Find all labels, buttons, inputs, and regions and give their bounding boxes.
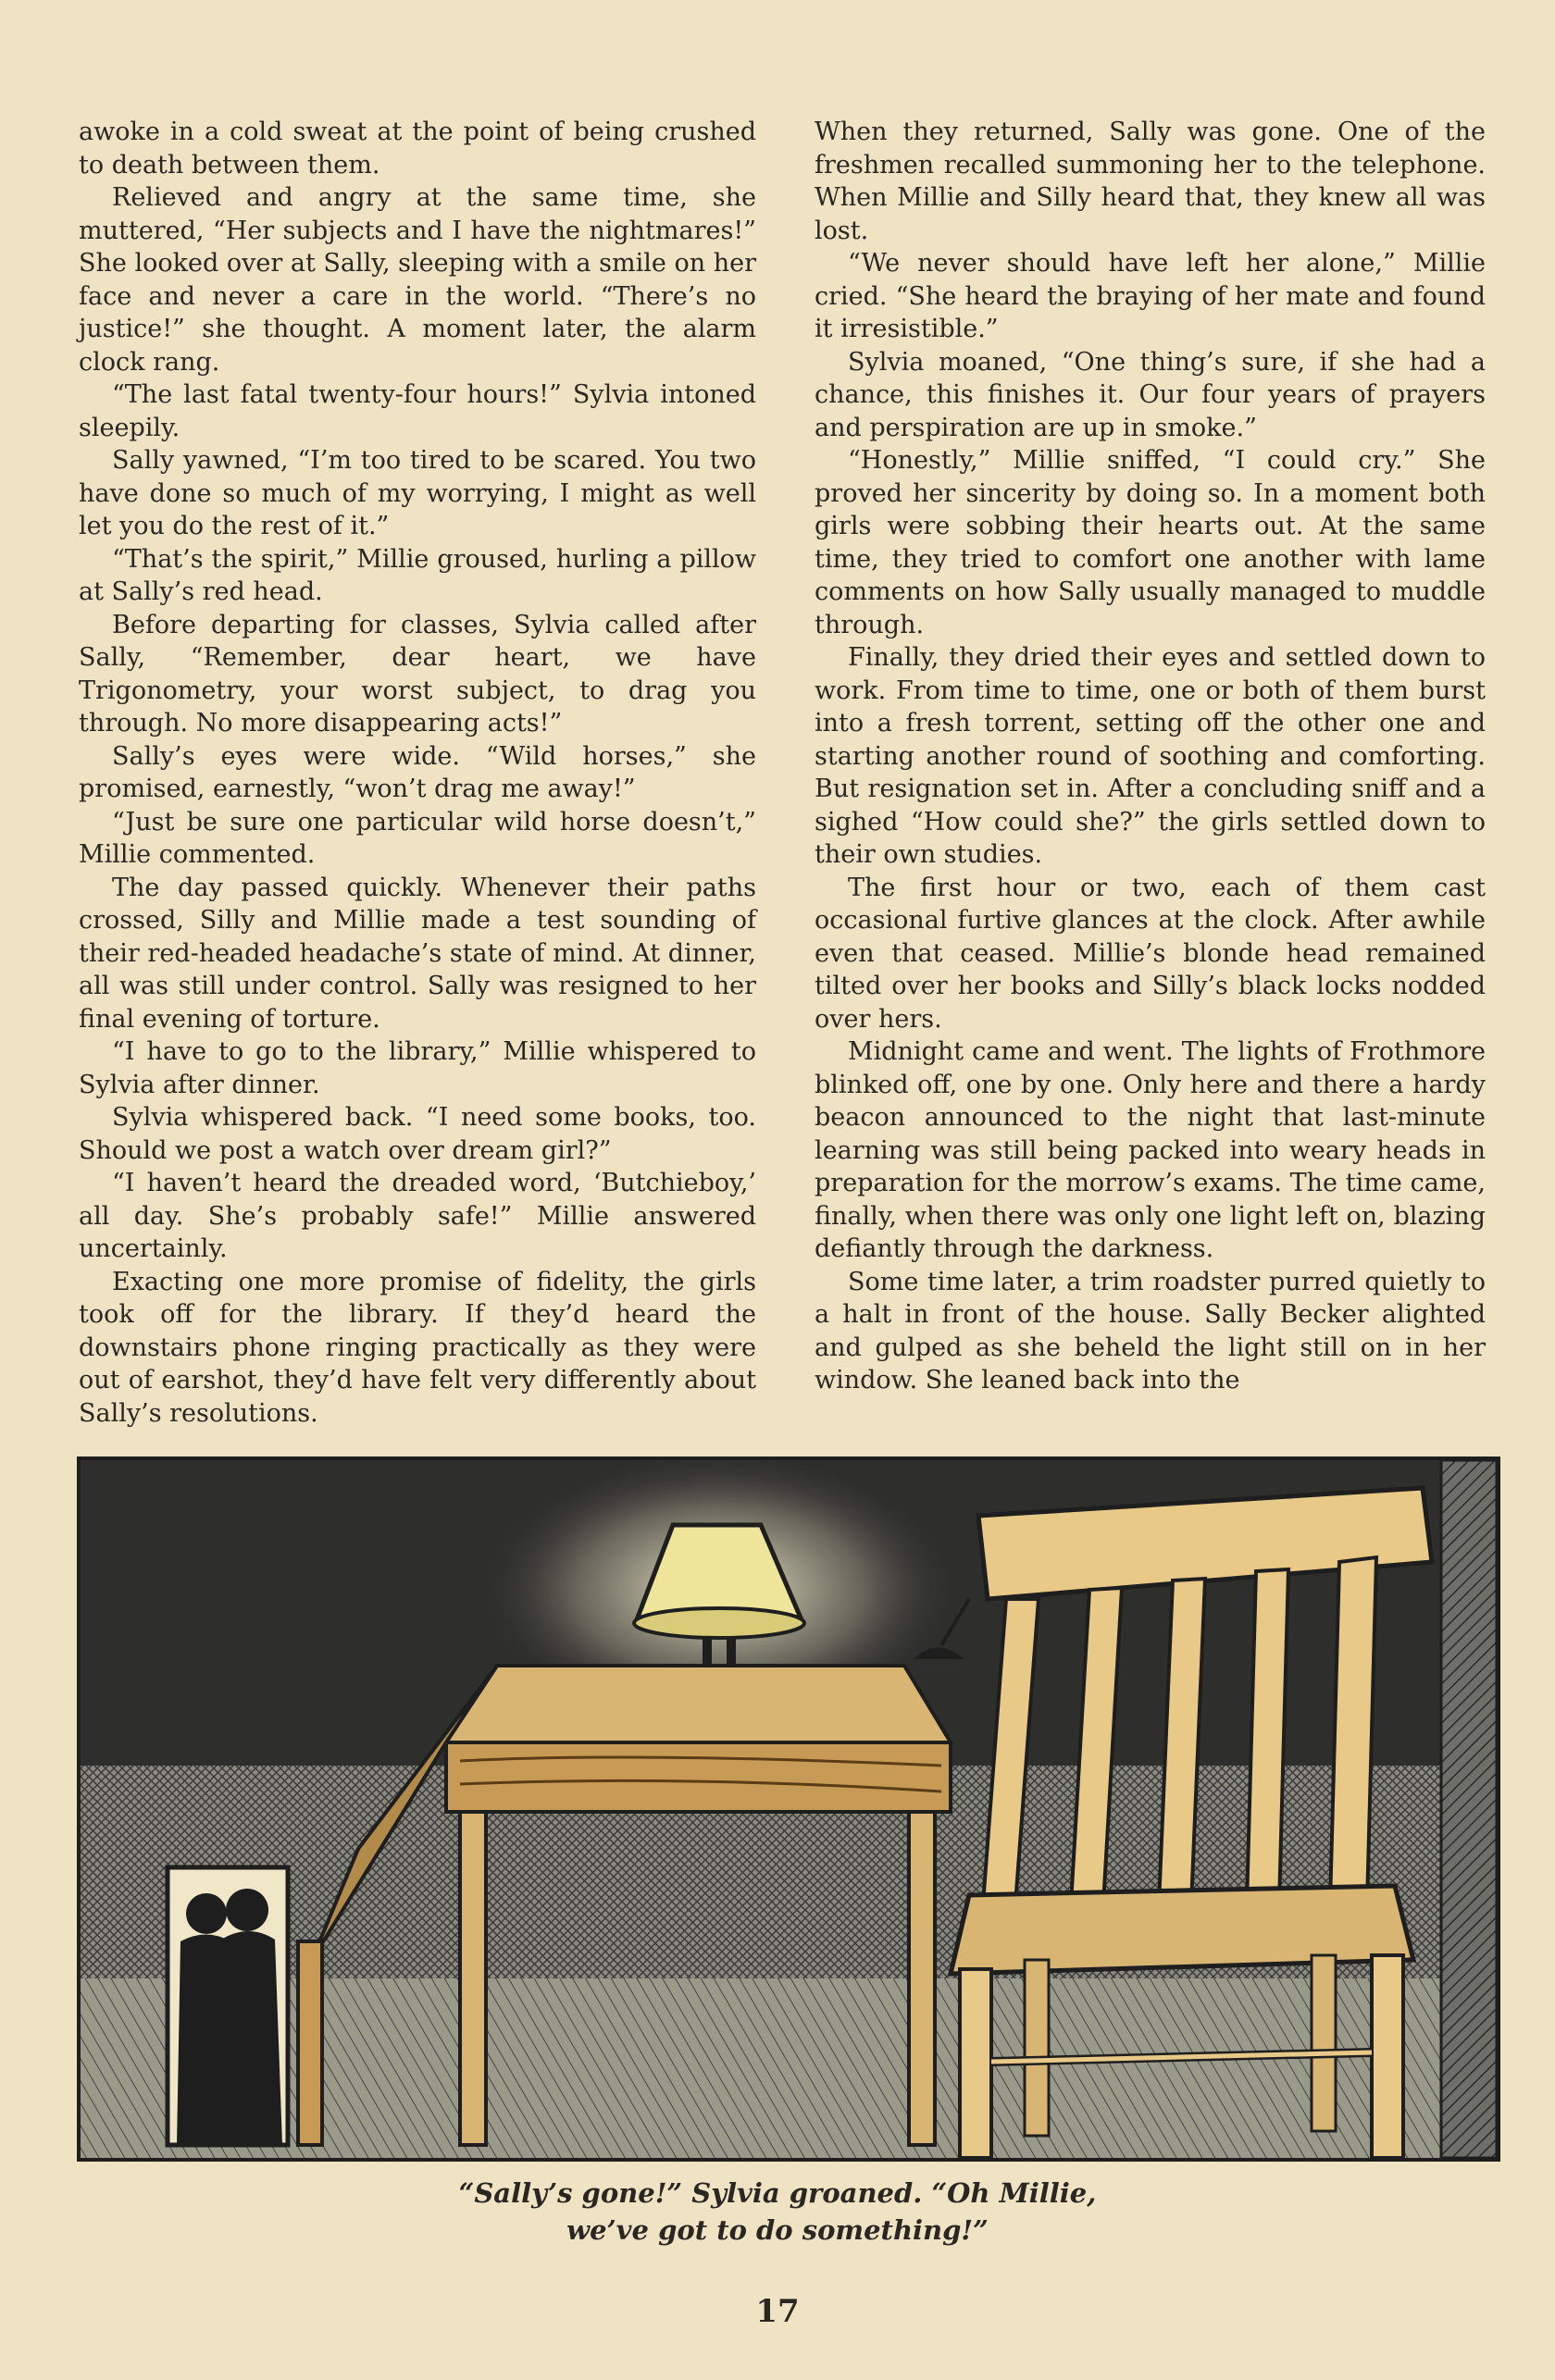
- paragraph: “The last fatal twenty-four hours!” Sylvia intoned sleepily.: [79, 380, 756, 442]
- illustration-caption: [0, 2175, 1555, 2249]
- paragraph: Relieved and angry at the same time, she muttered, “Her subjects and I have the nightmares!” She looked over at Sally, sleeping with a smile on her face and never a care in the world. “There’s no justice!” she thought. A moment later, the alarm clock rang.: [79, 183, 756, 377]
- paragraph: “That’s the spirit,” Millie groused, hurling a pillow at Sally’s red head.: [79, 544, 756, 606]
- paragraph: Sylvia moaned, “One thing’s sure, if she had a chance, this finishes it. Our four years of prayers and perspiration are up in smoke.”: [815, 347, 1486, 442]
- page-number: 17: [755, 2293, 800, 2330]
- paragraph: Sally yawned, “I’m too tired to be scared. You two have done so much of my worrying, I might as well let you do the rest of it.”: [79, 446, 756, 540]
- paragraph: The day passed quickly. Whenever their paths crossed, Silly and Millie made a test sounding of their red-headed headache’s state of mind. At dinner, all was still under control. Sally was resigned to her final evening of torture.: [79, 873, 756, 1034]
- paragraph: awoke in a cold sweat at the point of being crushed to death between them.: [79, 118, 756, 180]
- caption-line-2: we’ve got to do something!”: [566, 2214, 989, 2246]
- paragraph: Midnight came and went. The lights of Frothmore blinked off, one by one. Only here and there a hardy beacon announced to the night that last-minute learning was still being packed into weary heads in preparation for the morrow’s exams. The time came, finally, when there was only one light left on, blazing defiantly through the darkness.: [815, 1037, 1486, 1263]
- left-text-column: [79, 116, 756, 1430]
- right-text-column: [815, 116, 1486, 1397]
- paragraph: Before departing for classes, Sylvia called after Sally, “Remember, dear heart, we have Trigonometry, your worst subject, to drag you through. No more disappearing acts!”: [79, 610, 756, 738]
- paragraph: “We never should have left her alone,” Millie cried. “She heard the braying of her mate and found it irresistible.”: [815, 249, 1486, 343]
- paragraph: “Honestly,” Millie sniffed, “I could cry.” She proved her sincerity by doing so. In a moment both girls were sobbing their hearts out. At the same time, they tried to comfort one another with lame comments on how Sally usually managed to muddle through.: [815, 446, 1486, 639]
- paragraph: Sally’s eyes were wide. “Wild horses,” she promised, earnestly, “won’t drag me away!”: [79, 741, 756, 803]
- window-curtain: [1441, 1460, 1497, 2158]
- paragraph: When they returned, Sally was gone. One of the freshmen recalled summoning her to the telephone. When Millie and Silly heard that, they knew all was lost.: [815, 118, 1486, 245]
- paragraph: Finally, they dried their eyes and settled down to work. From time to time, one or both of them burst into a fresh torrent, setting off the other one and starting another round of soothing and comforting. But resignation set in. After a concluding sniff and a sighed “How could she?” the girls settled down to their own studies.: [815, 643, 1486, 869]
- paragraph: Some time later, a trim roadster purred quietly to a halt in front of the house. Sally Becker alighted and gulped as she beheld the light still on in her window. She leaned back into the: [815, 1267, 1486, 1395]
- caption-line-1: “Sally’s gone!” Sylvia groaned. “Oh Millie,: [458, 2177, 1097, 2209]
- paragraph: Sylvia whispered back. “I need some books, too. Should we post a watch over dream girl?”: [79, 1103, 756, 1165]
- paragraph: The first hour or two, each of them cast occasional furtive glances at the clock. After awhile even that ceased. Millie’s blonde head remained tilted over her books and Silly’s black locks nodded over hers.: [815, 873, 1486, 1034]
- lamp-desk-chair-illustration: [77, 1457, 1500, 2162]
- paragraph: “I haven’t heard the dreaded word, ‘Butchieboy,’ all day. She’s probably safe!” Millie answered uncertainly.: [79, 1169, 756, 1263]
- paragraph: “I have to go to the library,” Millie whispered to Sylvia after dinner.: [79, 1037, 756, 1099]
- paragraph: “Just be sure one particular wild horse doesn’t,” Millie commented.: [79, 807, 756, 869]
- floor: [81, 1978, 1497, 2158]
- paragraph: Exacting one more promise of fidelity, the girls took off for the library. If they’d heard the downstairs phone ringing practically as they were out of earshot, they’d have felt very differently about Sally’s resolutions.: [79, 1267, 756, 1428]
